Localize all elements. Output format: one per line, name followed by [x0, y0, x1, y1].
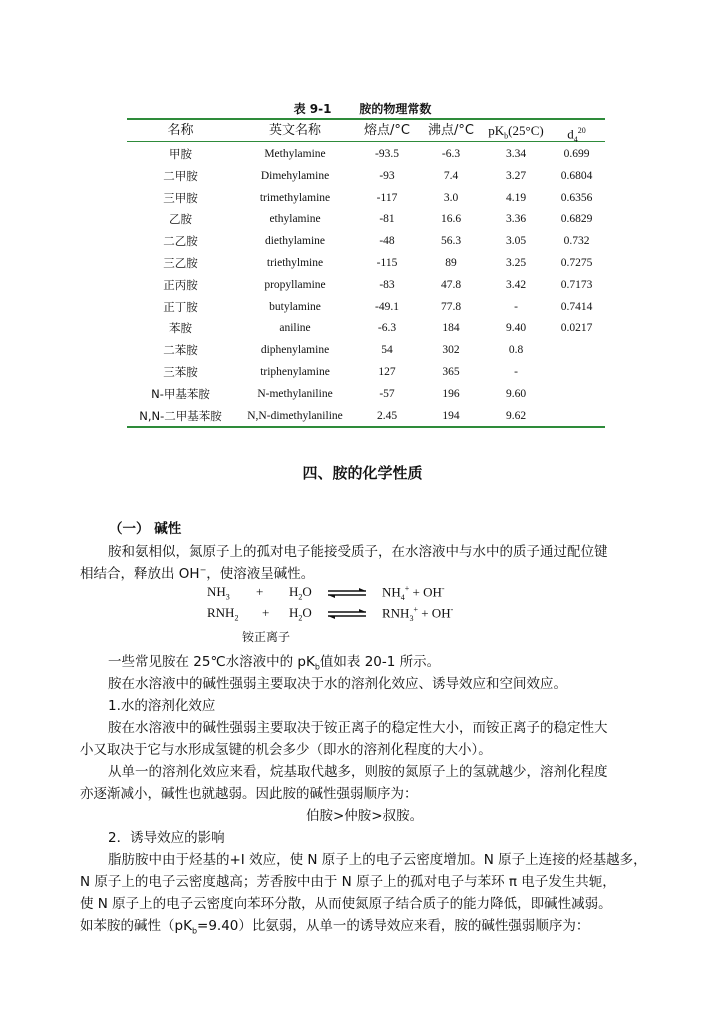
equilibrium-arrow-icon: [326, 588, 368, 598]
paragraph-6-line-4: 如苯胺的碱性$(pK_b=9.40)$比氨弱，从单一的诱导效应来看，胺的碱性强弱顺序为：: [80, 918, 590, 936]
paragraph-1-line-2: 相结合，释放出 OH−，使溶液呈碱性。: [80, 565, 315, 582]
cell-melting-point: 54: [381, 344, 393, 357]
cell-name: 二甲胺: [163, 168, 198, 183]
cell-density: 0.6804: [560, 169, 593, 182]
table-caption-title: 胺的物理常数: [359, 102, 432, 116]
header-boiling-point: 沸点/°C: [428, 123, 474, 138]
cell-english-name: butylamine: [269, 300, 321, 313]
paragraph-5-line-2: 亦逐渐减小，碱性也就越弱。因此胺的碱性强弱顺序为：: [80, 786, 418, 802]
paragraph-3: 胺在水溶液中的碱性强弱主要取决于水的溶剂化效应、诱导效应和空间效应。: [108, 676, 567, 692]
cell-english-name: Dimehylamine: [260, 169, 330, 182]
cell-pkb: 4.19: [505, 191, 527, 204]
paragraph-6-line-3: 使 N 原子上的电子云密度向苯环分散，从而使氮原子结合质子的能力降低，即碱性减弱。: [80, 896, 612, 912]
header-melting-point: 熔点/°C: [364, 123, 410, 138]
cell-english-name: trimethylamine: [259, 191, 331, 204]
paragraph-1-line-1: 胺和氨相似，氮原子上的孤对电子能接受质子，在水溶液中与水中的质子通过配位键: [108, 544, 608, 560]
cell-name: 正丙胺: [163, 277, 198, 292]
eq2-plus: +: [262, 605, 270, 620]
cell-boiling-point: -6.3: [441, 148, 461, 160]
cell-density: [548, 383, 605, 405]
cell-name: 苯胺: [169, 321, 192, 336]
cell-english-name: ethylamine: [269, 213, 321, 226]
cell-melting-point: -49.1: [375, 300, 399, 313]
cell-pkb: 3.25: [505, 257, 527, 269]
cell-melting-point: 127: [378, 366, 396, 378]
header-english-name: 英文名称: [268, 123, 321, 138]
cell-melting-point: -6.3: [377, 322, 397, 335]
paragraph-4-line-2: 小又取决于它与水形成氢键的机会多少（即水的溶剂化程度的大小）。: [80, 742, 492, 758]
table-row: [127, 230, 605, 252]
cell-boiling-point: 194: [442, 409, 460, 422]
table-row: [127, 296, 605, 318]
cell-melting-point: -93: [379, 169, 395, 182]
cell-pkb: 3.34: [505, 148, 527, 160]
heading-solvation: 1.水的溶剂化效应: [108, 698, 216, 714]
cell-name: 三苯胺: [163, 365, 198, 379]
paragraph-2: 一些常见胺在 25℃水溶液中的 $pK_b$值如表 20-1 所示。: [108, 654, 441, 672]
eq1-plus: +: [256, 584, 264, 599]
paragraph-6-line-1: 脂肪胺中由于烃基的+I 效应，使 N 原子上的电子云密度增加。N 原子上连接的烃基越多，: [108, 852, 647, 868]
cell-pkb: 3.36: [505, 213, 527, 226]
heading-inductive: 2．诱导效应的影响: [108, 830, 225, 846]
cell-density: 0.7275: [560, 257, 593, 269]
cell-melting-point: -83: [379, 278, 395, 291]
cell-density: 0.7414: [560, 300, 593, 313]
eq2-water: $H_2O$: [289, 605, 312, 623]
cell-melting-point: -117: [376, 191, 398, 204]
cell-name: 三甲胺: [163, 190, 198, 205]
cell-pkb: 3.42: [505, 278, 527, 291]
cell-density: [548, 361, 605, 383]
table-row: [127, 361, 605, 383]
cell-boiling-point: 89: [445, 257, 457, 269]
cell-pkb: -: [514, 300, 518, 313]
cell-boiling-point: 16.6: [440, 213, 462, 226]
cell-density: 0.7173: [560, 278, 593, 291]
header-name: 名称: [167, 123, 194, 138]
cell-boiling-point: 3.0: [443, 191, 459, 204]
cell-density: 0.6356: [560, 191, 593, 204]
cell-english-name: N,N-dimethylaniline: [247, 409, 343, 422]
table-header-row: [127, 120, 605, 142]
table-row: [127, 383, 605, 405]
header-density: $d_4^{20}$: [567, 126, 586, 144]
cell-name: N,N-二甲基苯胺: [139, 408, 222, 423]
cell-melting-point: -48: [379, 235, 395, 248]
eq2-left: $RNH_2$: [207, 605, 239, 623]
cell-pkb: 9.60: [505, 387, 527, 400]
cell-melting-point: -93.5: [375, 148, 399, 160]
cell-english-name: diphenylamine: [260, 344, 330, 357]
cell-english-name: N-methylaniline: [257, 387, 333, 400]
cell-english-name: diethylamine: [264, 235, 326, 248]
cell-pkb: 9.62: [505, 409, 527, 422]
table-row: [127, 252, 605, 274]
ion-label: 铵正离子: [242, 630, 291, 644]
table-row: [127, 274, 605, 296]
cell-boiling-point: 365: [442, 366, 460, 378]
cell-boiling-point: 77.8: [440, 300, 462, 313]
table-row: [127, 187, 605, 209]
cell-melting-point: -81: [379, 213, 395, 226]
table-caption-number: 表 9-1: [293, 102, 332, 116]
table-row: [127, 317, 605, 339]
table-row: [127, 208, 605, 230]
subsection-title: （一） 碱性: [109, 521, 182, 537]
cell-pkb: -: [514, 366, 518, 378]
cell-pkb: 0.8: [508, 344, 524, 357]
cell-english-name: triethylmine: [266, 257, 324, 269]
cell-density: 0.0217: [560, 322, 593, 335]
cell-melting-point: -57: [379, 387, 395, 400]
eq1-left: $NH_3$: [207, 584, 230, 602]
cell-english-name: propyllamine: [264, 278, 326, 291]
paragraph-4-line-1: 胺在水溶液中的碱性强弱主要取决于铵正离子的稳定性大小，而铵正离子的稳定性大: [108, 720, 608, 736]
paragraph-5-line-1: 从单一的溶剂化效应来看，烷基取代越多，则胺的氮原子上的氢就越少，溶剂化程度: [108, 764, 608, 780]
equilibrium-arrow-icon: [326, 609, 368, 619]
cell-melting-point: -115: [376, 257, 398, 269]
cell-english-name: aniline: [279, 322, 311, 335]
cell-melting-point: 2.45: [376, 409, 398, 422]
cell-english-name: triphenylamine: [260, 366, 330, 378]
cell-english-name: Methylamine: [264, 148, 326, 160]
cell-boiling-point: 56.3: [440, 235, 462, 248]
cell-density: [548, 339, 605, 361]
cell-name: N-甲基苯胺: [151, 386, 210, 401]
cell-name: 三乙胺: [163, 256, 198, 270]
cell-pkb: 9.40: [505, 322, 527, 335]
table-row: [127, 143, 605, 165]
cell-pkb: 3.05: [505, 235, 527, 248]
cell-boiling-point: 47.8: [440, 278, 462, 291]
cell-boiling-point: 7.4: [443, 169, 459, 182]
cell-boiling-point: 302: [442, 344, 460, 357]
table-row: [127, 339, 605, 361]
cell-boiling-point: 184: [442, 322, 460, 335]
paragraph-6-line-2: N 原子上的电子云密度越高；芳香胺中由于 N 原子上的孤对电子与苯环 π 电子发生共轭，: [80, 874, 616, 890]
table-row: [127, 165, 605, 187]
cell-name: 甲胺: [169, 147, 192, 161]
eq1-water: $H_2O$: [289, 584, 312, 602]
cell-name: 乙胺: [169, 212, 192, 227]
cell-density: [548, 405, 605, 427]
cell-density: 0.699: [563, 148, 590, 160]
cell-boiling-point: 196: [442, 387, 460, 400]
cell-name: 正丁胺: [163, 299, 198, 314]
cell-name: 二乙胺: [163, 234, 198, 249]
header-pkb: $pK_b(25^\circ C)$: [488, 123, 544, 141]
eq1-right: $NH_4^+ + OH^-$: [382, 584, 445, 602]
cell-density: 0.6829: [560, 213, 593, 226]
table-row: [127, 405, 605, 427]
section-title: 四、胺的化学性质: [302, 464, 423, 482]
cell-pkb: 3.27: [505, 169, 527, 182]
basicity-order-1: 伯胺>仲胺>叔胺。: [306, 808, 424, 824]
cell-density: 0.732: [563, 235, 590, 248]
cell-name: 二苯胺: [163, 343, 198, 358]
table-caption: [0, 100, 725, 117]
eq2-right: $RNH_3^+ + OH^-$: [382, 605, 454, 623]
